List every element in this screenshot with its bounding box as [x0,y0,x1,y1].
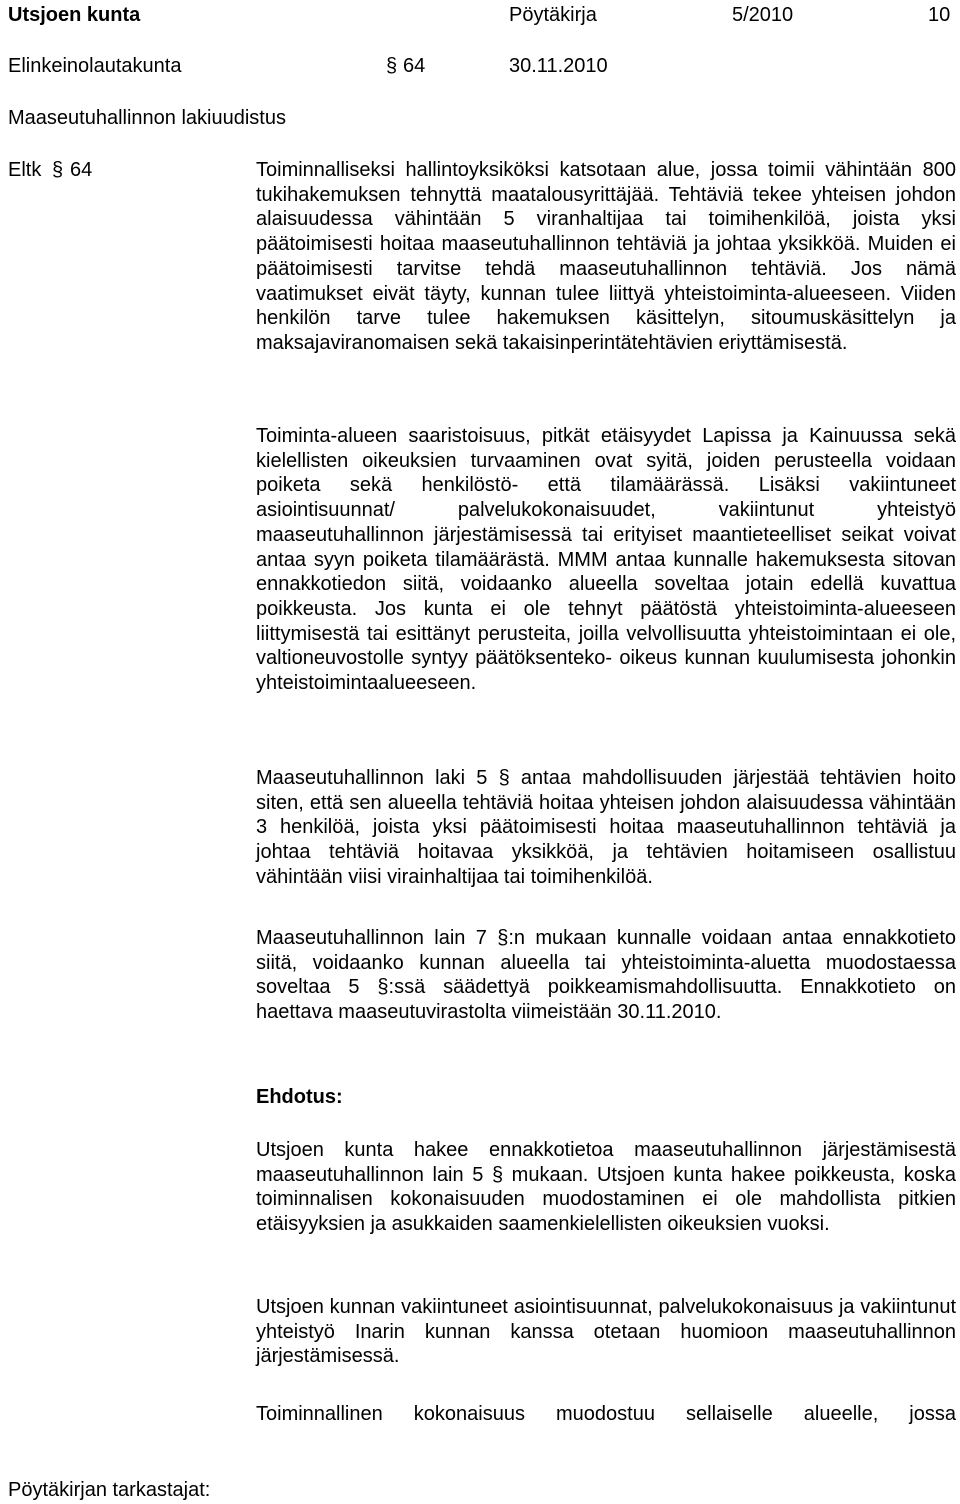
body-paragraph-2 [256,424,956,696]
proposal-paragraph-1 [256,1138,956,1237]
proposal-heading: Ehdotus: [256,1086,343,1108]
paragraph-text: Toiminnalliseksi hallintoyksiköksi katsotaan alue, jossa toimii vähintään 800 tukihakemuksen tehnyttä maatalousyrittäjää. Tehtäviä tekee yhteisen johdon alaisuudessa vähintään 5 viranhaltijaa tai toimihenkilöä, joista yksi päätoimisesti hoitaa maaseutuhallinnon tehtäviä ja johtaa yksikköä. Muiden ei päätoimisesti tarvitse tehdä maaseutuhallinnon tehtäviä. Jos nämä vaatimukset eivät täyty, kunnan tulee liittyä yhteistoiminta-alueeseen. Viiden henkilön tarve tulee hakemuksen käsittelyn, sitoumuskäsittelyn ja maksajaviranomaisen sekä takaisinperintätehtävien eriyttämisestä. [256,159,956,354]
item-title: Maaseutuhallinnon lakiuudistus [8,107,286,129]
meeting-date: 30.11.2010 [509,55,608,77]
reviewers-label: Pöytäkirjan tarkastajat: [8,1479,211,1501]
item-ref-label: Eltk [8,159,42,181]
paragraph-text: Toiminnallinen kokonaisuus muodostuu sellaiselle alueelle, jossa [256,1403,956,1425]
document-number: 5/2010 [732,4,794,26]
paragraph-text: Maaseutuhallinnon laki 5 § antaa mahdollisuuden järjestää tehtävien hoito siten, että sen alueella tehtäviä hoitaa yhteisen johdon alaisuudessa vähintään 3 henkilöä, joista yksi päätoimisesti hoitaa maaseutuhallinnon tehtäviä ja johtaa tehtäviä hoitavaa yksikköä, ja tehtävien hoitamiseen osallistuu vähintään viisi virainhaltijaa tai toimihenkilöä. [256,767,956,888]
body-paragraph-3 [256,766,956,890]
proposal-paragraph-3 [256,1402,956,1427]
item-ref-number: 64 [70,159,93,181]
paragraph-text: Utsjoen kunnan vakiintuneet asiointisuunnat, palvelukokonaisuus ja vakiintunut yhteistyö Inarin kunnan kanssa otetaan huomioon maaseutuhallinnon järjestämisessä. [256,1296,956,1368]
item-ref-symbol: § [52,159,64,181]
paragraph-text: Toiminta-alueen saaristoisuus, pitkät etäisyydet Lapissa ja Kainuussa sekä kielellisten oikeuksien turvaaminen ovat syitä, joiden perusteella voidaan poiketa sekä henkilöstö- että tilamäärässä. Lisäksi vakiintuneet asiointisuunnat/ palvelukokonaisuudet, vakiintunut yhteistyö maaseutuhallinnon järjestämisessä tai erityiset maantieteelliset seikat voivat antaa syyn poiketa tilamäärästä. MMM antaa kunnalle hakemuksesta sitovan ennakkotiedon siitä, voidaanko alueella soveltaa jotain edellä kuvattua poikkeusta. Jos kunta ei ole tehnyt päätöstä yhteistoiminta-alueeseen liittymisestä tai esittänyt perusteita, joilla velvollisuutta yhteistoimintaan ei ole, valtioneuvostolle syntyy päätöksenteko- oikeus kunnan kuulumisesta johonkin yhteistoimintaalueeseen. [256,425,956,695]
body-paragraph-4 [256,926,956,1025]
body-paragraph-1 [256,158,956,356]
section-symbol: § [386,55,398,77]
paragraph-text: Utsjoen kunta hakee ennakkotietoa maaseutuhallinnon järjestämisestä maaseutuhallinnon lain 5 § mukaan. Utsjoen kunta hakee poikkeusta, koska toiminnalisen kokonaisuuden muodostaminen ei ole mahdollista pitkien etäisyyksien ja asukkaiden saamenkielellisten oikeuksien vuoksi. [256,1139,956,1236]
proposal-paragraph-2 [256,1295,956,1369]
page-number: 10 [928,4,951,26]
municipality-name: Utsjoen kunta [8,4,141,26]
paragraph-text: Maaseutuhallinnon lain 7 §:n mukaan kunnalle voidaan antaa ennakkotieto siitä, voidaanko kunnan alueella tai yhteistoiminta-aluetta muodostaessa soveltaa 5 §:ssä säädettyä poikkeamismahdollisuutta. Ennakkotieto on haettava maaseutuvirastolta viimeistään 30.11.2010. [256,927,956,1024]
section-number: 64 [403,55,426,77]
board-name: Elinkeinolautakunta [8,55,182,77]
document-type: Pöytäkirja [509,4,597,26]
